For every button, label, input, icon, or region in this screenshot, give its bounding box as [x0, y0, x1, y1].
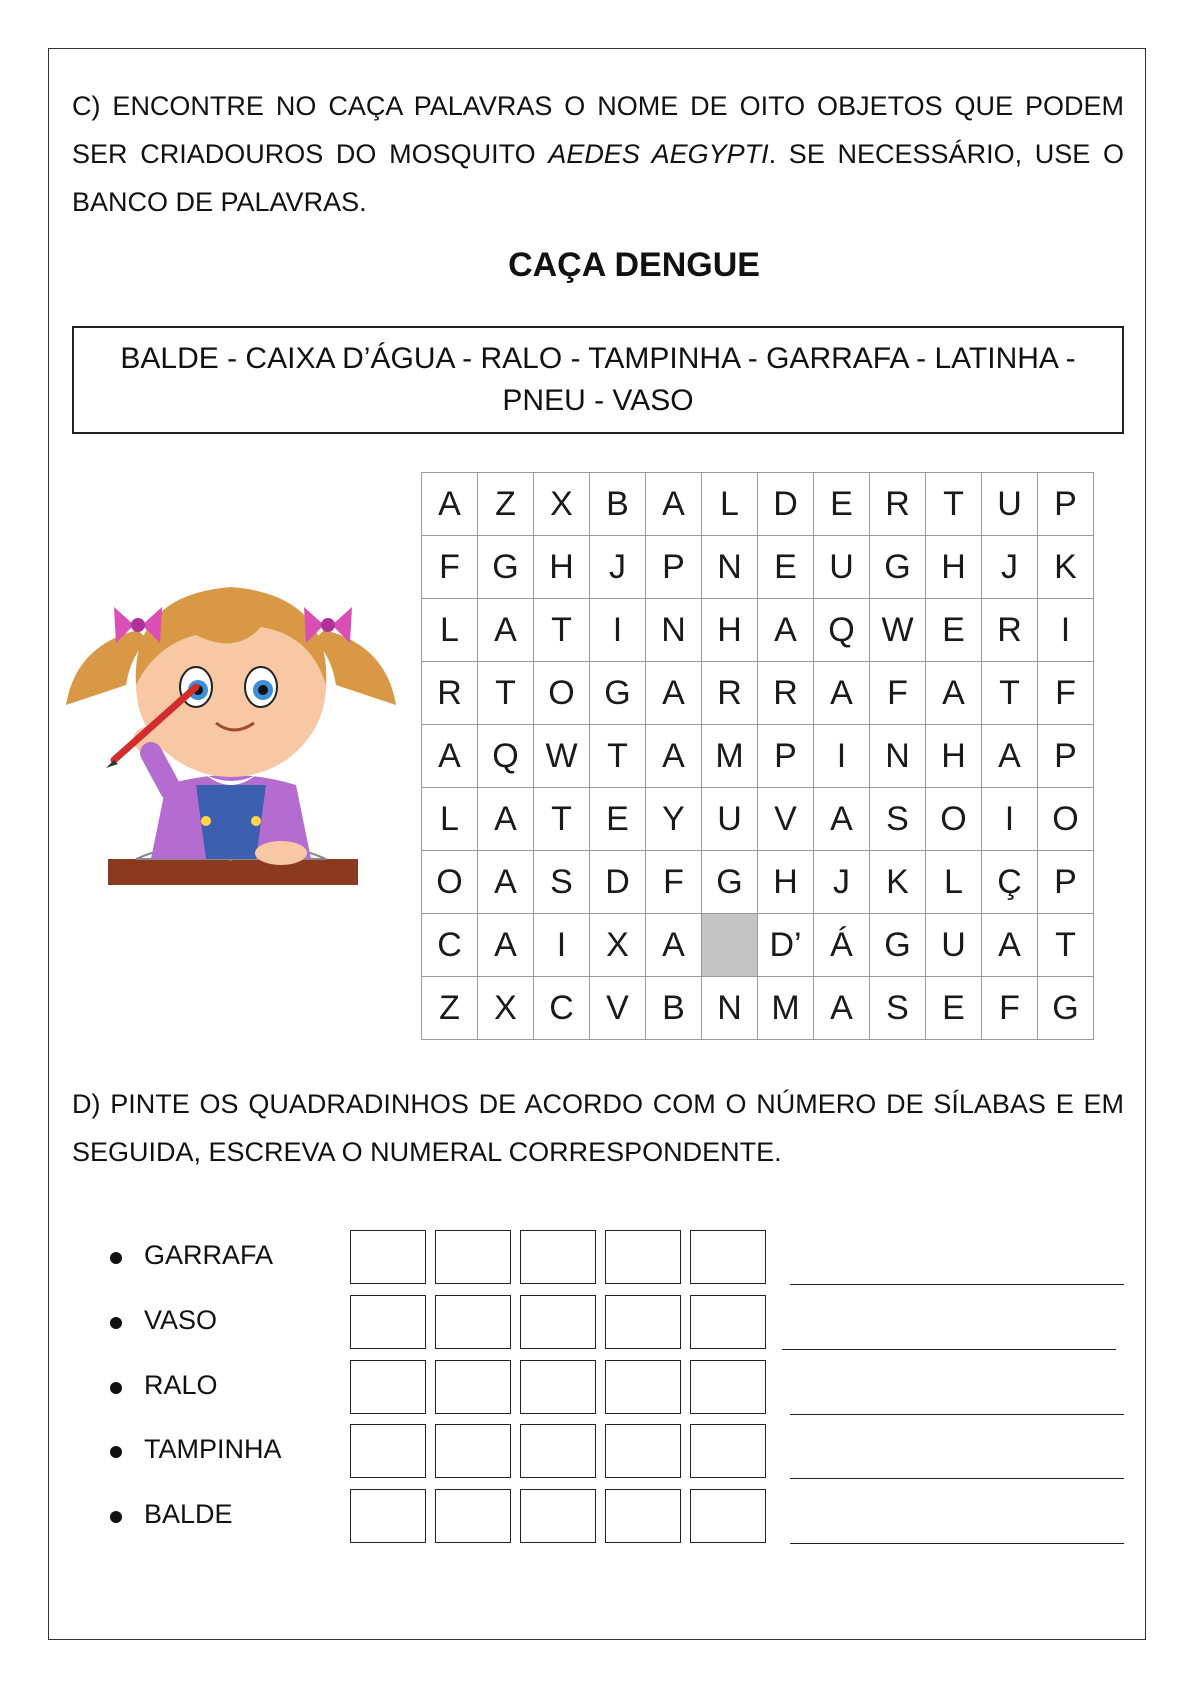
syllable-box[interactable]: [605, 1360, 681, 1414]
grid-cell[interactable]: U: [702, 788, 758, 851]
grid-cell[interactable]: J: [982, 536, 1038, 599]
grid-row: [422, 977, 1094, 1040]
grid-cell[interactable]: H: [758, 851, 814, 914]
grid-cell[interactable]: W: [870, 599, 926, 662]
grid-cell-shaded[interactable]: [702, 914, 758, 977]
instruction-c-suffix: . SE NECESSÁRIO, USE O BANCO DE PALAVRAS.: [72, 139, 1124, 217]
instruction-c: [72, 82, 1124, 226]
grid-row: [422, 914, 1094, 977]
syllable-box[interactable]: [690, 1360, 766, 1414]
answer-line[interactable]: [790, 1478, 1124, 1479]
syllable-box[interactable]: [435, 1424, 511, 1478]
syllable-box[interactable]: [350, 1489, 426, 1543]
grid-cell[interactable]: M: [702, 725, 758, 788]
grid-cell[interactable]: U: [982, 473, 1038, 536]
syllable-row: [110, 1489, 1130, 1545]
grid-cell[interactable]: A: [982, 725, 1038, 788]
grid-cell[interactable]: N: [702, 977, 758, 1040]
grid-cell[interactable]: I: [814, 725, 870, 788]
syllable-box[interactable]: [435, 1295, 511, 1349]
grid-cell[interactable]: A: [646, 473, 702, 536]
grid-row: [422, 536, 1094, 599]
grid-cell[interactable]: P: [1038, 473, 1094, 536]
grid-cell[interactable]: H: [926, 536, 982, 599]
grid-cell[interactable]: D’: [758, 914, 814, 977]
grid-cell[interactable]: E: [926, 977, 982, 1040]
grid-cell[interactable]: M: [758, 977, 814, 1040]
grid-cell[interactable]: N: [702, 536, 758, 599]
grid-cell[interactable]: T: [534, 788, 590, 851]
grid-cell[interactable]: E: [814, 473, 870, 536]
grid-cell[interactable]: J: [590, 536, 646, 599]
syllable-box[interactable]: [520, 1295, 596, 1349]
grid-cell[interactable]: T: [1038, 914, 1094, 977]
grid-cell[interactable]: R: [422, 662, 478, 725]
grid-cell[interactable]: G: [870, 536, 926, 599]
grid-cell[interactable]: U: [814, 536, 870, 599]
grid-cell[interactable]: L: [422, 599, 478, 662]
grid-cell[interactable]: L: [926, 851, 982, 914]
girl-thinking-illustration: [56, 575, 416, 895]
grid-cell[interactable]: R: [982, 599, 1038, 662]
grid-cell[interactable]: X: [478, 977, 534, 1040]
grid-cell[interactable]: A: [422, 725, 478, 788]
syllable-word: VASO: [144, 1305, 218, 1335]
grid-cell[interactable]: S: [870, 977, 926, 1040]
grid-cell[interactable]: T: [926, 473, 982, 536]
syllable-box[interactable]: [435, 1360, 511, 1414]
grid-cell[interactable]: H: [702, 599, 758, 662]
grid-cell[interactable]: A: [478, 851, 534, 914]
grid-cell[interactable]: B: [590, 473, 646, 536]
grid-cell[interactable]: G: [590, 662, 646, 725]
grid-row: [422, 662, 1094, 725]
syllable-word: TAMPINHA: [144, 1434, 282, 1464]
grid-cell[interactable]: V: [590, 977, 646, 1040]
grid-cell[interactable]: F: [870, 662, 926, 725]
syllable-box[interactable]: [605, 1230, 681, 1284]
grid-cell[interactable]: D: [590, 851, 646, 914]
grid-cell[interactable]: O: [1038, 788, 1094, 851]
grid-cell[interactable]: E: [758, 536, 814, 599]
syllable-row: [110, 1230, 1130, 1286]
grid-cell[interactable]: R: [702, 662, 758, 725]
grid-cell[interactable]: V: [758, 788, 814, 851]
grid-cell[interactable]: F: [982, 977, 1038, 1040]
grid-cell[interactable]: A: [478, 914, 534, 977]
grid-cell[interactable]: T: [590, 725, 646, 788]
grid-row: [422, 725, 1094, 788]
syllable-box[interactable]: [605, 1295, 681, 1349]
grid-cell[interactable]: R: [870, 473, 926, 536]
grid-cell[interactable]: E: [926, 599, 982, 662]
syllable-row: [110, 1295, 1130, 1351]
grid-cell[interactable]: Á: [814, 914, 870, 977]
grid-cell[interactable]: A: [646, 725, 702, 788]
syllable-box[interactable]: [350, 1360, 426, 1414]
grid-cell[interactable]: J: [814, 851, 870, 914]
syllable-box[interactable]: [520, 1360, 596, 1414]
grid-cell[interactable]: G: [702, 851, 758, 914]
grid-cell[interactable]: L: [422, 788, 478, 851]
grid-cell[interactable]: O: [534, 662, 590, 725]
syllable-box[interactable]: [520, 1424, 596, 1478]
grid-cell[interactable]: C: [422, 914, 478, 977]
grid-cell[interactable]: Ç: [982, 851, 1038, 914]
grid-cell[interactable]: O: [926, 788, 982, 851]
page-title: CAÇA DENGUE: [508, 246, 760, 284]
grid-cell[interactable]: A: [646, 662, 702, 725]
syllable-row: [110, 1424, 1130, 1480]
grid-cell[interactable]: S: [534, 851, 590, 914]
syllable-row: [110, 1360, 1130, 1416]
bullet: [110, 1317, 122, 1329]
grid-cell[interactable]: X: [534, 473, 590, 536]
grid-row: [422, 788, 1094, 851]
grid-cell[interactable]: A: [422, 473, 478, 536]
grid-cell[interactable]: D: [758, 473, 814, 536]
bullet: [110, 1252, 122, 1264]
grid-cell[interactable]: A: [814, 977, 870, 1040]
grid-cell[interactable]: G: [478, 536, 534, 599]
grid-cell[interactable]: O: [422, 851, 478, 914]
grid-cell[interactable]: F: [422, 536, 478, 599]
grid-cell[interactable]: K: [1038, 536, 1094, 599]
bullet: [110, 1382, 122, 1394]
syllable-box[interactable]: [435, 1489, 511, 1543]
grid-cell[interactable]: B: [646, 977, 702, 1040]
grid-cell[interactable]: U: [926, 914, 982, 977]
bullet: [110, 1511, 122, 1523]
grid-cell[interactable]: Y: [646, 788, 702, 851]
grid-cell[interactable]: A: [478, 788, 534, 851]
grid-cell[interactable]: P: [1038, 725, 1094, 788]
grid-cell[interactable]: Q: [814, 599, 870, 662]
grid-cell[interactable]: N: [870, 725, 926, 788]
bullet: [110, 1446, 122, 1458]
syllable-box[interactable]: [690, 1295, 766, 1349]
grid-cell[interactable]: F: [646, 851, 702, 914]
grid-row: [422, 599, 1094, 662]
syllable-box[interactable]: [435, 1230, 511, 1284]
grid-cell[interactable]: R: [758, 662, 814, 725]
syllable-box[interactable]: [520, 1230, 596, 1284]
instruction-c-text: C) ENCONTRE NO CAÇA PALAVRAS O NOME DE OITO OBJETOS QUE PODEM SER CRIADOUROS DO MOSQUITO: [72, 91, 1124, 169]
grid-cell[interactable]: E: [590, 788, 646, 851]
grid-cell[interactable]: A: [814, 662, 870, 725]
grid-cell[interactable]: T: [478, 662, 534, 725]
grid-cell[interactable]: L: [702, 473, 758, 536]
syllable-word: GARRAFA: [144, 1240, 274, 1270]
answer-line[interactable]: [790, 1284, 1124, 1285]
syllable-box[interactable]: [605, 1424, 681, 1478]
word-bank: BALDE - CAIXA D’ÁGUA - RALO - TAMPINHA - GARRAFA - LATINHA - PNEU - VASO: [72, 326, 1124, 434]
syllable-box[interactable]: [690, 1424, 766, 1478]
grid-cell[interactable]: P: [646, 536, 702, 599]
grid-cell[interactable]: T: [534, 599, 590, 662]
grid-cell[interactable]: H: [926, 725, 982, 788]
grid-cell[interactable]: P: [1038, 851, 1094, 914]
grid-cell[interactable]: S: [870, 788, 926, 851]
grid-cell[interactable]: Z: [422, 977, 478, 1040]
grid-cell[interactable]: P: [758, 725, 814, 788]
grid-cell[interactable]: G: [1038, 977, 1094, 1040]
grid-cell[interactable]: W: [534, 725, 590, 788]
grid-cell[interactable]: X: [590, 914, 646, 977]
word-search-grid: [421, 472, 1094, 1040]
grid-cell[interactable]: A: [758, 599, 814, 662]
grid-cell[interactable]: I: [534, 914, 590, 977]
grid-cell[interactable]: A: [982, 914, 1038, 977]
syllable-box[interactable]: [350, 1230, 426, 1284]
grid-row: [422, 473, 1094, 536]
grid-cell[interactable]: A: [478, 599, 534, 662]
answer-line[interactable]: [782, 1349, 1116, 1350]
grid-cell[interactable]: I: [590, 599, 646, 662]
grid-row: [422, 851, 1094, 914]
grid-cell[interactable]: A: [926, 662, 982, 725]
answer-line[interactable]: [790, 1414, 1124, 1415]
syllable-box[interactable]: [605, 1489, 681, 1543]
species-name: AEDES AEGYPTI: [548, 139, 769, 169]
syllable-box[interactable]: [690, 1489, 766, 1543]
grid-cell[interactable]: K: [870, 851, 926, 914]
syllable-word: BALDE: [144, 1499, 233, 1529]
grid-cell[interactable]: A: [646, 914, 702, 977]
syllable-box[interactable]: [350, 1295, 426, 1349]
grid-cell[interactable]: T: [982, 662, 1038, 725]
grid-cell[interactable]: H: [534, 536, 590, 599]
syllable-box[interactable]: [690, 1230, 766, 1284]
grid-cell[interactable]: N: [646, 599, 702, 662]
syllable-word: RALO: [144, 1370, 218, 1400]
grid-cell[interactable]: F: [1038, 662, 1094, 725]
syllable-box[interactable]: [350, 1424, 426, 1478]
grid-cell[interactable]: G: [870, 914, 926, 977]
grid-cell[interactable]: I: [1038, 599, 1094, 662]
grid-cell[interactable]: Z: [478, 473, 534, 536]
grid-cell[interactable]: Q: [478, 725, 534, 788]
syllable-box[interactable]: [520, 1489, 596, 1543]
grid-cell[interactable]: A: [814, 788, 870, 851]
grid-cell[interactable]: C: [534, 977, 590, 1040]
instruction-d: D) PINTE OS QUADRADINHOS DE ACORDO COM O NÚMERO DE SÍLABAS E EM SEGUIDA, ESCREVA O NUMERAL CORRESPONDENTE.: [72, 1089, 1124, 1167]
grid-cell[interactable]: I: [982, 788, 1038, 851]
answer-line[interactable]: [790, 1543, 1124, 1544]
